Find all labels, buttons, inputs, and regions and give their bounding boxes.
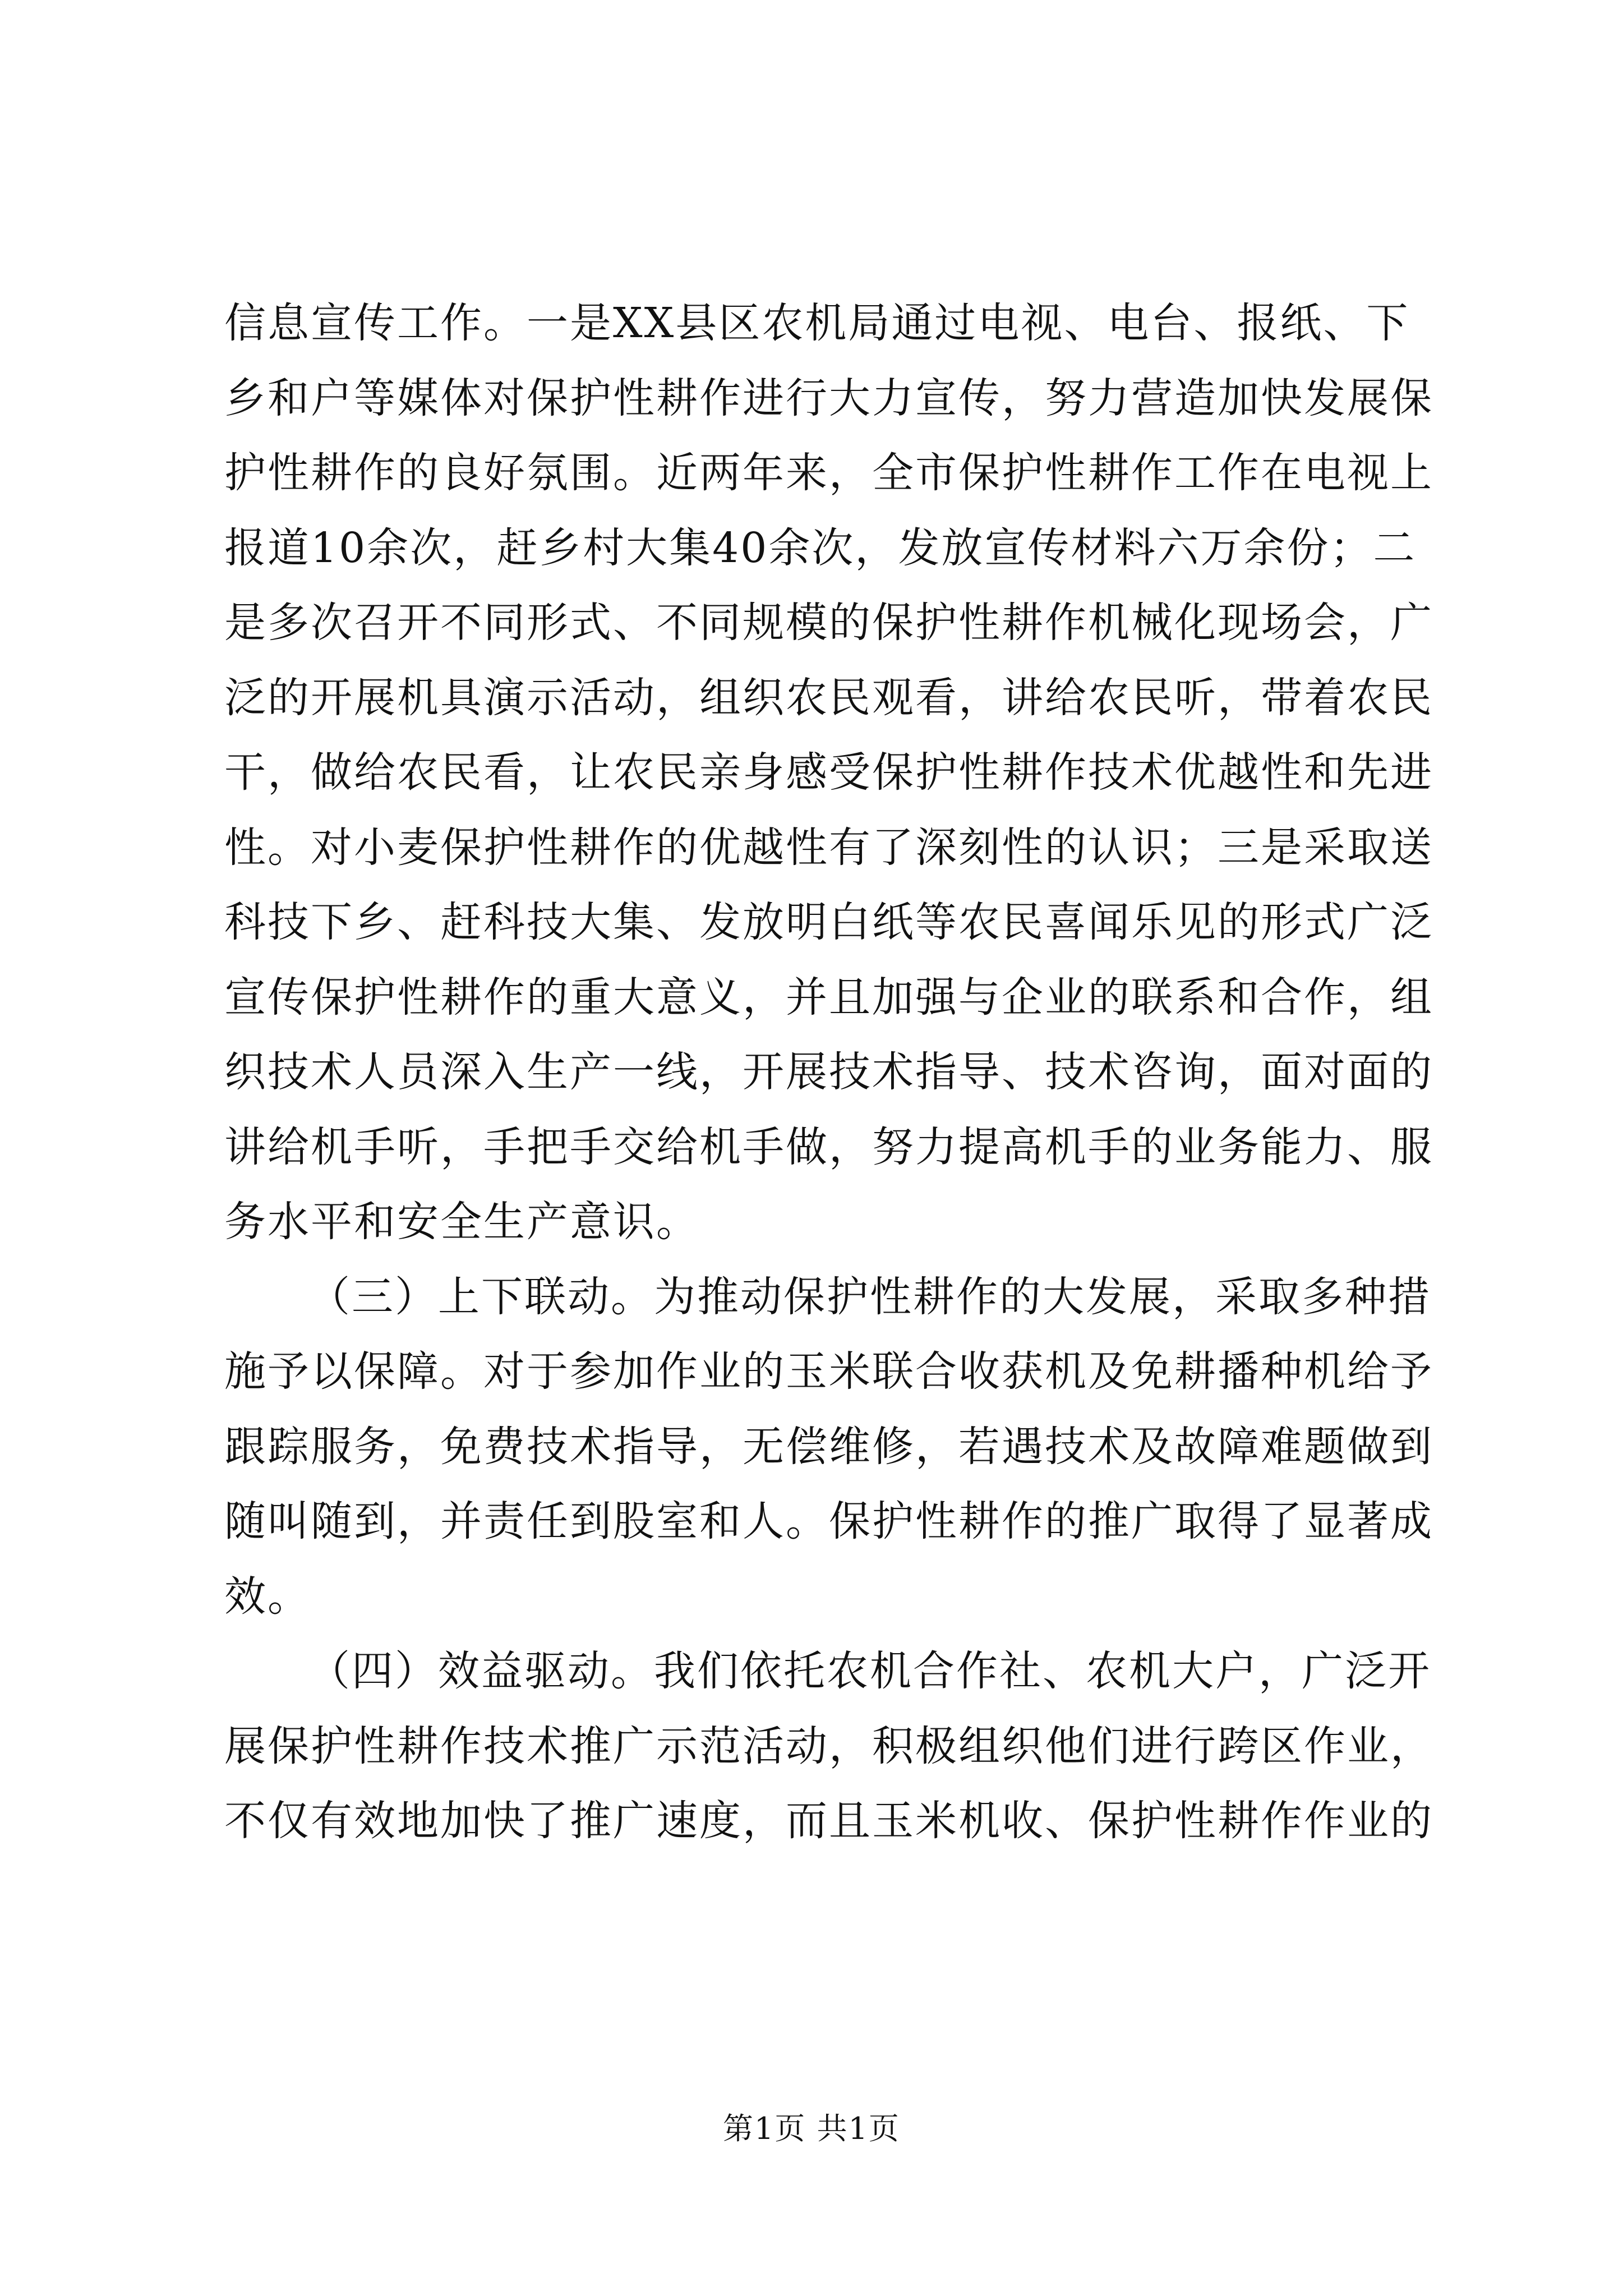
text-line: 织技术人员深入生产一线，开展技术指导、技术咨询，面对面的 [224,1048,1433,1096]
text-line: 是多次召开不同形式、不同规模的保护性耕作机械化现场会，广 [224,599,1433,647]
text-line: 性。对小麦保护性耕作的优越性有了深刻性的认识；三是采取送 [224,823,1433,872]
text-line: 科技下乡、赶科技大集、发放明白纸等农民喜闻乐见的形式广泛 [224,898,1433,946]
text-line: 宣传保护性耕作的重大意义，并且加强与企业的联系和合作，组 [224,973,1433,1022]
paragraph-start-line: （四）效益驱动。我们依托农机合作社、农机大户，广泛开 [308,1647,1431,1695]
text-line: 讲给机手听，手把手交给机手做，努力提高机手的业务能力、服 [224,1122,1433,1171]
text-line: 护性耕作的良好氛围。近两年来，全市保护性耕作工作在电视上 [224,449,1433,497]
text-line: 务水平和安全生产意识。 [224,1198,699,1246]
text-line: 乡和户等媒体对保护性耕作进行大力宣传，努力营造加快发展保 [224,374,1433,422]
paragraph-start-line: （三）上下联动。为推动保护性耕作的大发展，采取多种措 [308,1272,1431,1321]
document-body [224,286,1433,1859]
text-line: 不仅有效地加快了推广速度，而且玉米机收、保护性耕作作业的 [224,1797,1433,1845]
text-line: 干，做给农民看，让农民亲身感受保护性耕作技术优越性和先进 [224,748,1433,797]
text-line: 效。 [224,1572,311,1621]
text-line: 展保护性耕作技术推广示范活动，积极组织他们进行跨区作业， [224,1722,1433,1770]
text-line: 随叫随到，并责任到股室和人。保护性耕作的推广取得了显著成 [224,1497,1433,1545]
page-number-footer: 第1页 共1页 [723,2111,900,2146]
text-line: 跟踪服务，免费技术指导，无偿维修，若遇技术及故障难题做到 [224,1422,1433,1471]
text-line: 泛的开展机具演示活动，组织农民观看，讲给农民听，带着农民 [224,673,1433,722]
text-line: 信息宣传工作。一是XX县区农机局通过电视、电台、报纸、下 [224,299,1410,347]
text-line: 报道10余次，赶乡村大集40余次，发放宣传材料六万余份；二 [224,523,1417,572]
text-line: 施予以保障。对于参加作业的玉米联合收获机及免耕播种机给予 [224,1347,1433,1396]
